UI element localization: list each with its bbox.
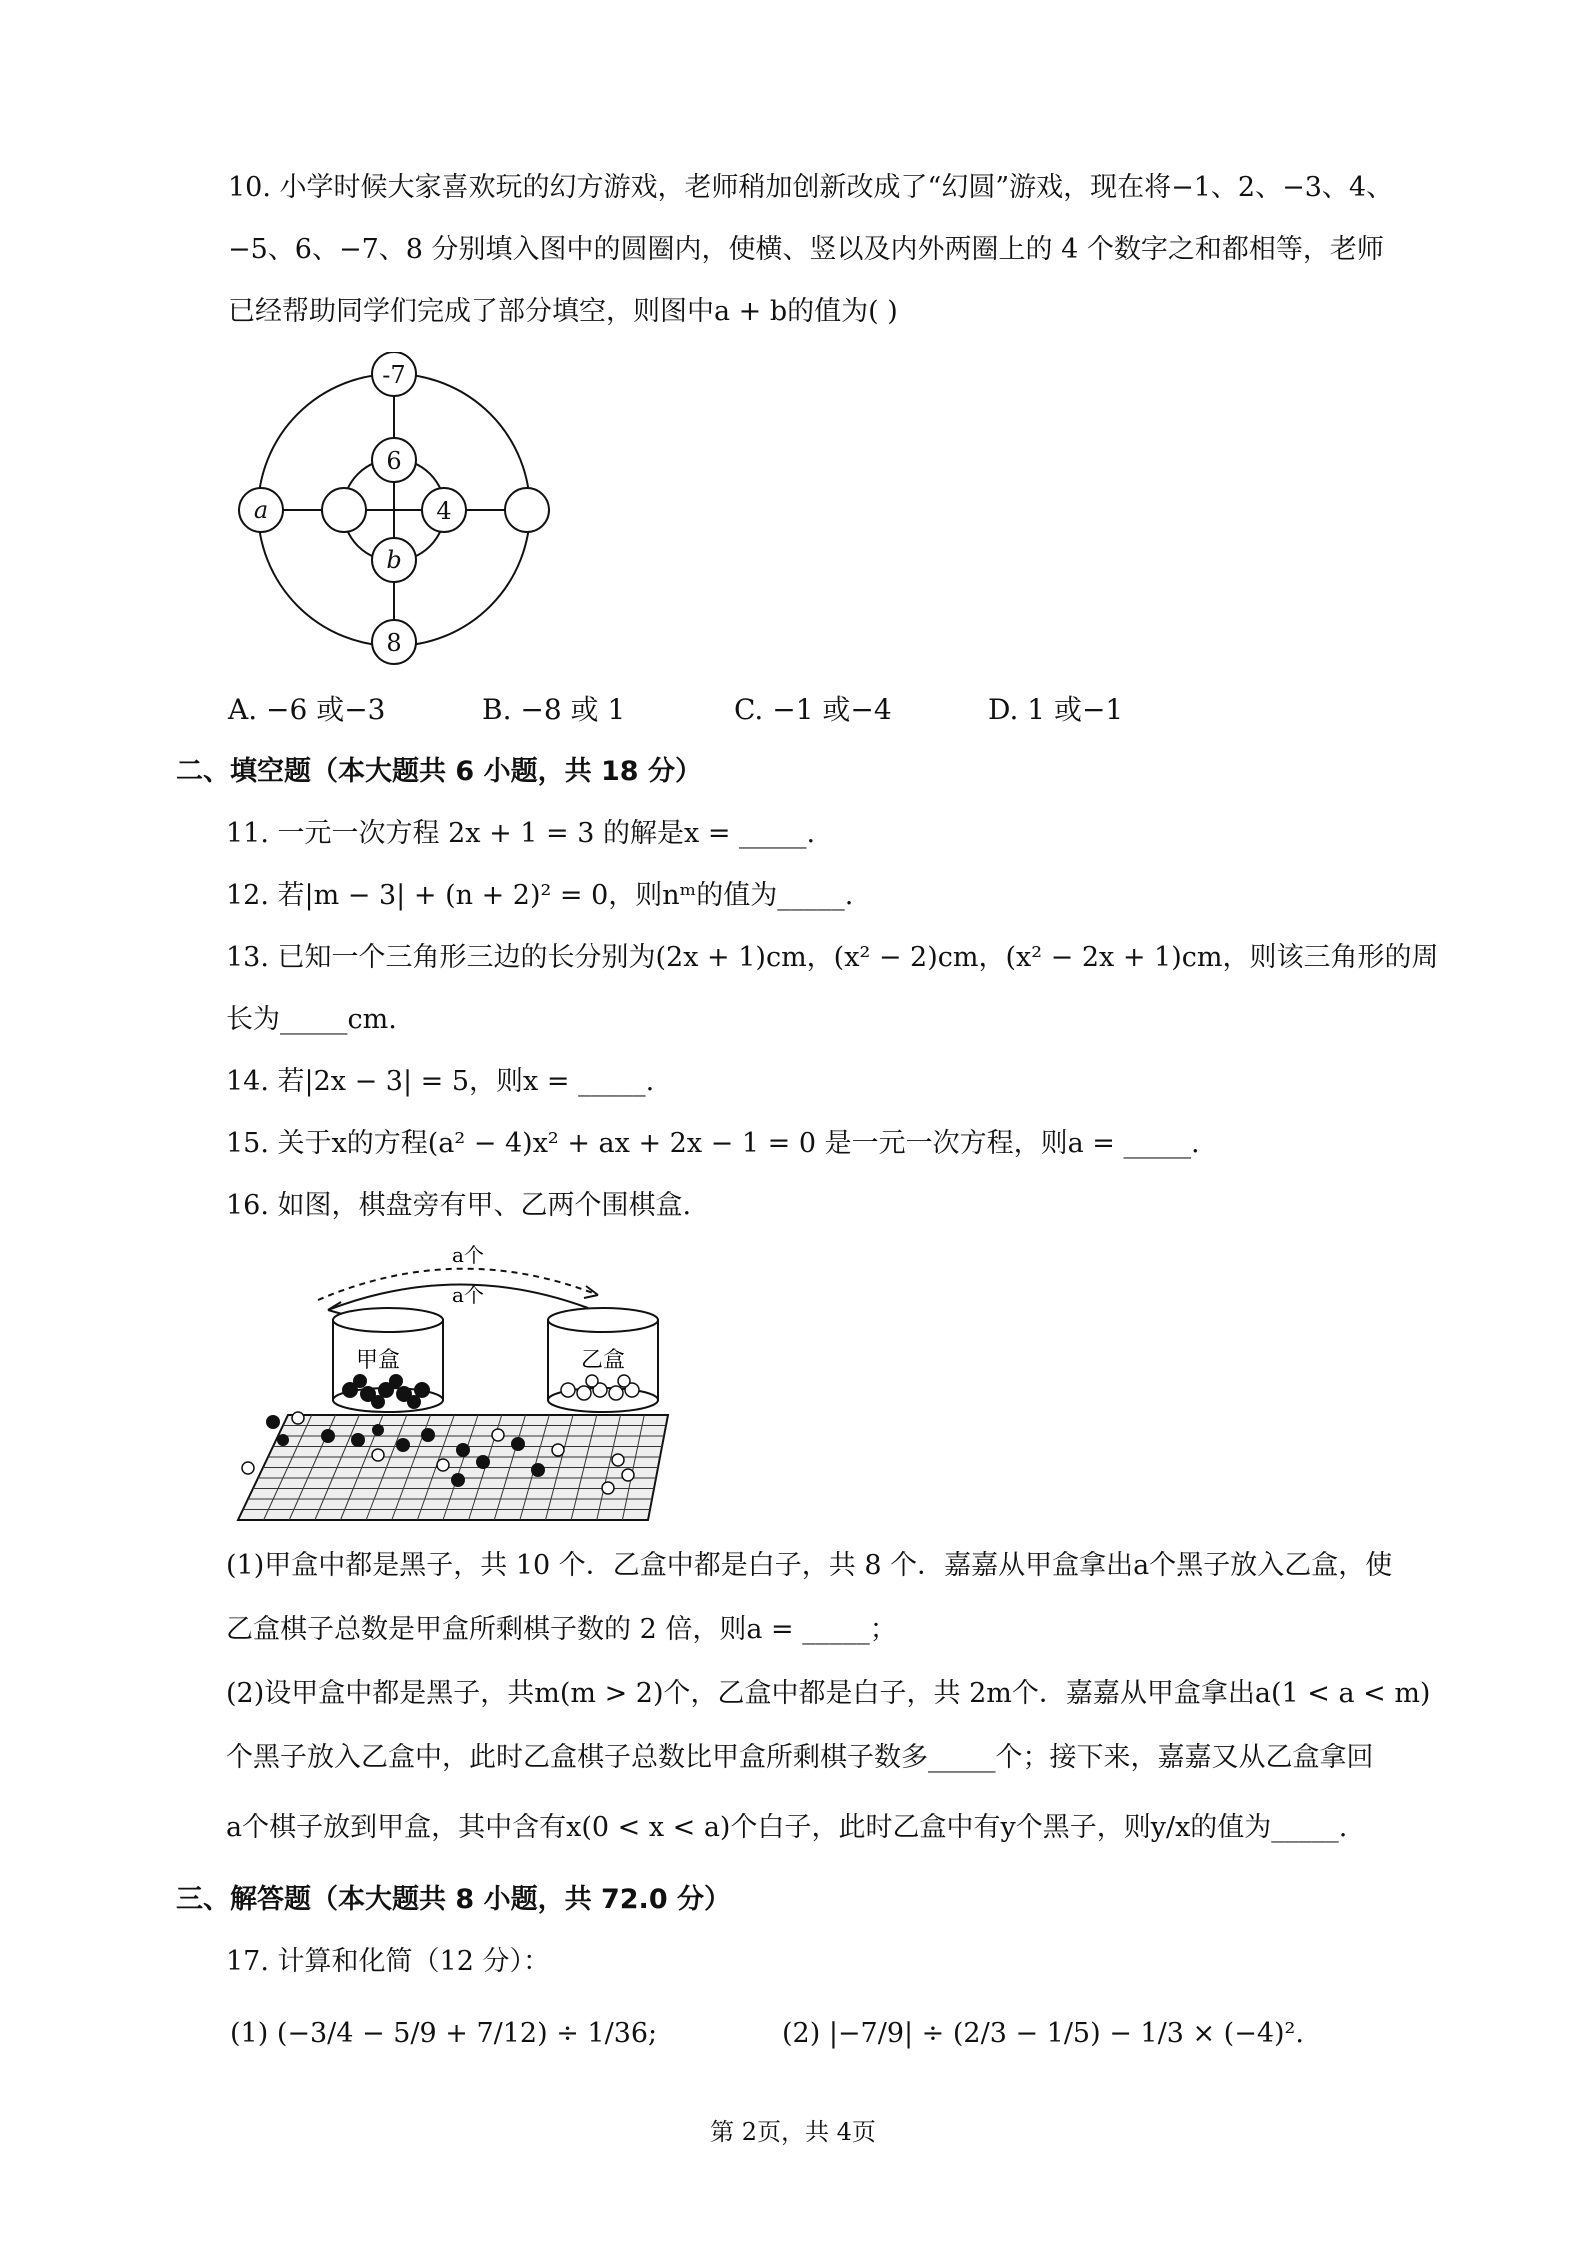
q16-part1-line-2: 乙盒棋子总数是甲盒所剩棋子数的 2 倍，则a = _____； [226,1614,897,1645]
q10-line-1: 10. 小学时候大家喜欢玩的幻方游戏，老师稍加创新改成了“幻圆”游戏，现在将−1、2、−3、4、 [228,172,1394,203]
section-3-heading: 三、解答题（本大题共 8 小题，共 72.0 分） [176,1884,732,1915]
q10-line-3: 已经帮助同学们完成了部分填空，则图中a + b的值为( ) [228,296,898,327]
q10-line-2: −5、6、−7、8 分别填入图中的圆圈内，使横、竖以及内外两圈上的 4 个数字之和都相等，老师 [228,234,1384,265]
q16-part2-line-2: 个黑子放入乙盒中，此时乙盒棋子总数比甲盒所剩棋子数多_____个；接下来，嘉嘉又从乙盒拿回 [226,1742,1374,1773]
circle-top-value: -7 [382,361,406,389]
arrow-top-label: a个 [452,1243,484,1267]
q16-stem: 16. 如图，棋盘旁有甲、乙两个围棋盒. [226,1190,692,1221]
q16-part2-line-1: (2)设甲盒中都是黑子，共m(m > 2)个，乙盒中都是白子，共 2m个．嘉嘉从甲盒拿出a(1 < a < m) [226,1678,1431,1709]
q17-part2: (2) |−7/9| ÷ (2/3 − 1/5) − 1/3 × (−4)². [782,2018,1304,2049]
q12-text: 12. 若|m − 3| + (n + 2)² = 0，则nᵐ的值为_____. [226,880,854,911]
q16-part2-line-3: a个棋子放到甲盒，其中含有x(0 < x < a)个白子，此时乙盒中有y个黑子，则y/x的值为_____. [226,1812,1348,1843]
section-2-heading: 二、填空题（本大题共 6 小题，共 18 分） [176,756,702,787]
go-boxes-figure [228,1240,678,1530]
q10-option-a: A. −6 或−3 [228,693,386,726]
magic-circle-diagram [228,352,568,682]
q16-part1-line-1: (1)甲盒中都是黑子，共 10 个．乙盒中都是白子，共 8 个．嘉嘉从甲盒拿出a个黑子放入乙盒，使 [226,1550,1393,1581]
box-b-label: 乙盒 [580,1348,626,1373]
q13-line-1: 13. 已知一个三角形三边的长分别为(2x + 1)cm，(x² − 2)cm，(x² − 2x + 1)cm，则该三角形的周 [226,942,1439,973]
circle-inner-right-value: 4 [436,497,452,525]
page-footer: 第 2页，共 4页 [710,2118,876,2146]
circle-inner-bottom-value: b [386,546,402,574]
box-a-label: 甲盒 [355,1348,401,1373]
circle-inner-top-value: 6 [386,447,402,475]
arrow-bottom-label: a个 [452,1283,484,1307]
q13-line-2: 长为_____cm. [226,1004,397,1035]
q17-part1: (1) (−3/4 − 5/9 + 7/12) ÷ 1/36; [230,2018,658,2049]
q17-stem: 17. 计算和化简（12 分）： [226,1946,550,1977]
q11-text: 11. 一元一次方程 2x + 1 = 3 的解是x = _____. [226,818,816,849]
q10-option-d: D. 1 或−1 [988,693,1124,726]
circle-left-value: a [253,496,269,524]
q10-option-b: B. −8 或 1 [482,693,626,726]
q10-option-c: C. −1 或−4 [734,693,892,726]
q14-text: 14. 若|2x − 3| = 5，则x = _____. [226,1066,655,1097]
q15-text: 15. 关于x的方程(a² − 4)x² + ax + 2x − 1 = 0 是一元一次方程，则a = _____. [226,1128,1200,1159]
circle-bottom-value: 8 [386,629,402,657]
